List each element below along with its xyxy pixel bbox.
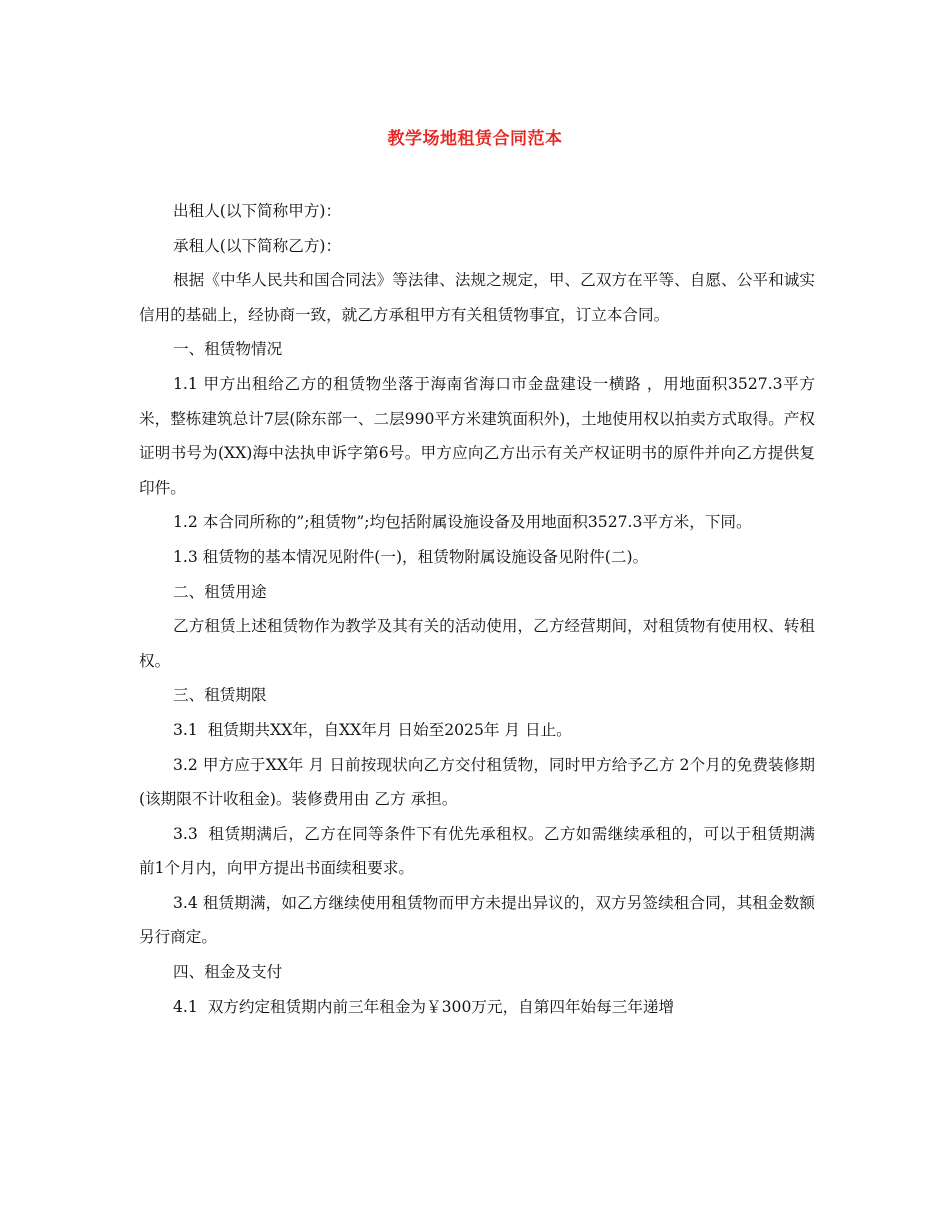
- clause-3-2: 3.2 甲方应于XX年 月 日前按现状向乙方交付租赁物，同时甲方给予乙方 2个月的免费装修期(该期限不计收租金)。装修费用由 乙方 承担。: [139, 755, 815, 809]
- section-heading-2: 二、租赁用途: [173, 582, 267, 601]
- clause-3-3: 3.3 租赁期满后，乙方在同等条件下有优先承租权。乙方如需继续承租的，可以于租赁期满前1个月内，向甲方提出书面续租要求。: [139, 824, 815, 878]
- paragraph-lessor: 出租人(以下简称甲方)：: [173, 202, 342, 220]
- document-title: 教学场地租赁合同范本: [387, 129, 563, 149]
- clause-2-body: 乙方租赁上述租赁物作为教学及其有关的活动使用，乙方经营期间，对租赁物有使用权、转租权。: [139, 617, 815, 670]
- paragraph-lessee: 承租人(以下简称乙方)：: [173, 236, 342, 255]
- clause-3-4: 3.4 租赁期满，如乙方继续使用租赁物而甲方未提出异议的，双方另签续租合同，其租金数额另行商定。: [139, 893, 815, 947]
- document-body: [139, 194, 815, 1024]
- clause-1-2: 1.2 本合同所称的”;租赁物”;均包括附属设施设备及用地面积3527.3平方米，下同。: [173, 513, 752, 532]
- clause-1-3: 1.3 租赁物的基本情况见附件(一)，租赁物附属设施设备见附件(二)。: [173, 547, 649, 566]
- clause-3-1: 3.1 租赁期共XX年，自XX年月 日始至2025年 月 日止。: [173, 720, 572, 739]
- paragraph-preamble: 根据《中华人民共和国合同法》等法律、法规之规定，甲、乙双方在平等、自愿、公平和诚实信用的基础上，经协商一致，就乙方承租甲方有关租赁物事宜，订立本合同。: [139, 271, 815, 324]
- section-heading-3: 三、租赁期限: [173, 686, 267, 705]
- clause-1-1: 1.1 甲方出租给乙方的租赁物坐落于海南省海口市金盘建设一横路 ，用地面积3527.3平方米，整栋建筑总计7层(除东部一、二层990平方米建筑面积外)，土地使用权以拍卖方式取得。产权证明书号为(XX)海中法执申诉字第6号。甲方应向乙方出示有关产权证明书的原件并向乙方提供复印件。: [139, 374, 815, 497]
- clause-4-1: 4.1 双方约定租赁期内前三年租金为￥300万元，自第四年始每三年递增: [173, 997, 675, 1016]
- section-heading-1: 一、租赁物情况: [173, 340, 283, 359]
- section-heading-4: 四、租金及支付: [173, 963, 283, 982]
